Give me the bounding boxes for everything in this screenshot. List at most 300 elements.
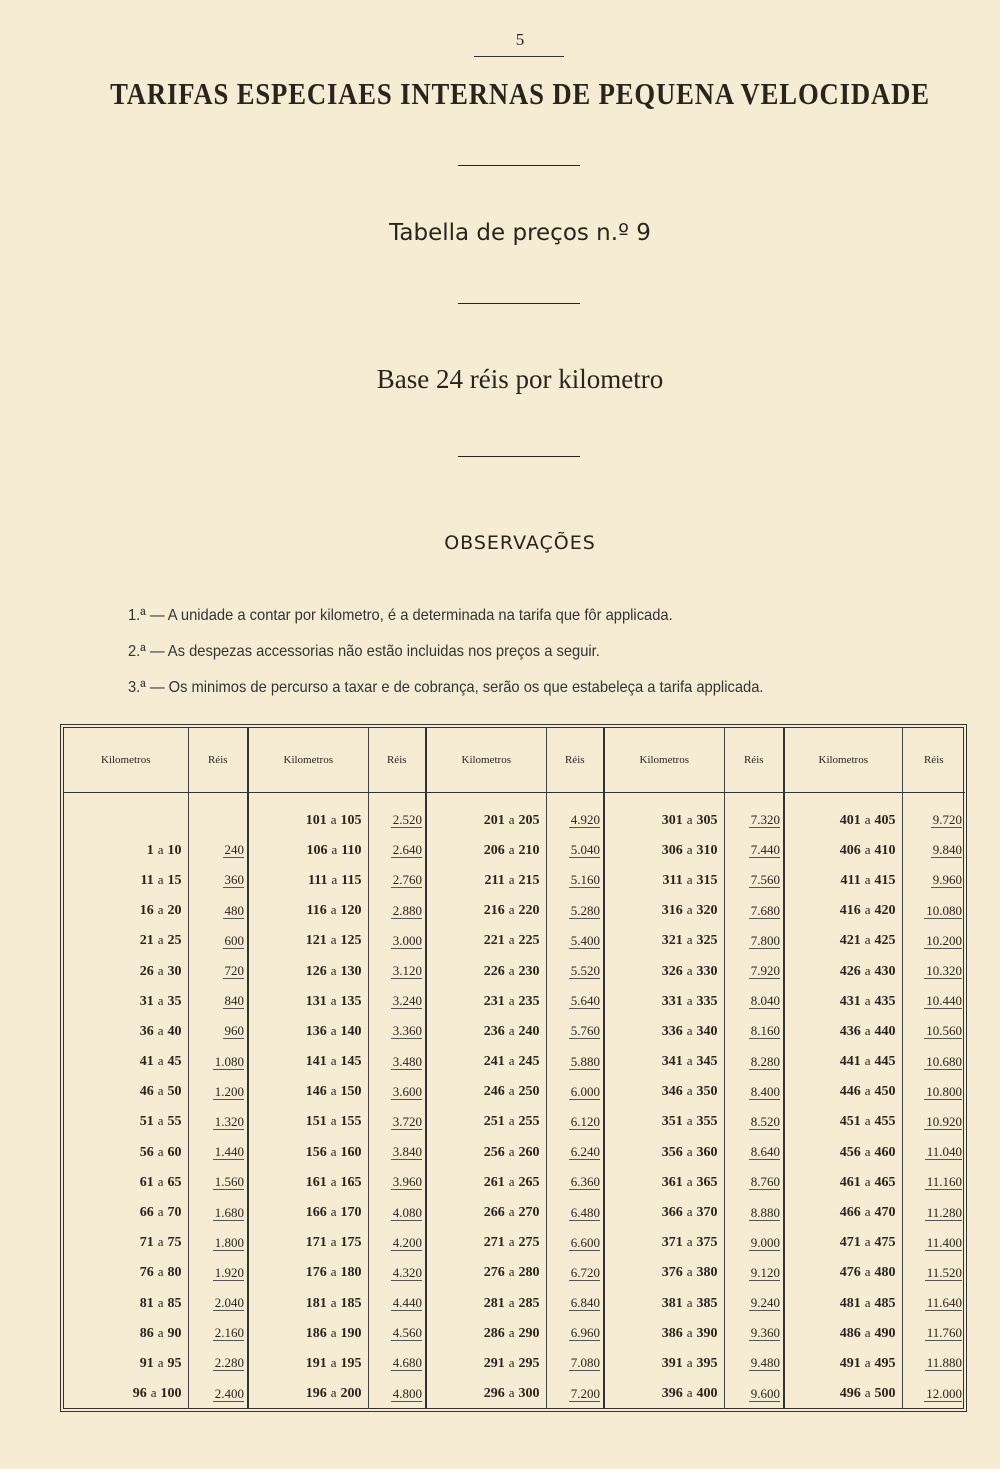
km-to: 445 — [874, 1054, 896, 1070]
km-to: 235 — [518, 993, 540, 1009]
km-to: 45 — [167, 1054, 182, 1070]
km-separator: a — [864, 811, 871, 827]
km-separator: a — [508, 1143, 515, 1159]
column-header-reis: Réis — [724, 728, 784, 793]
km-separator: a — [157, 1204, 164, 1220]
km-range-cell — [248, 805, 368, 835]
km-to: 360 — [696, 1144, 718, 1160]
km-range-cell — [784, 1016, 902, 1046]
km-separator: a — [686, 841, 693, 857]
km-range-cell — [604, 1047, 724, 1077]
km-range-cell — [248, 1318, 368, 1348]
km-from: 26 — [139, 963, 154, 979]
km-separator: a — [157, 1264, 164, 1280]
table-row — [64, 1016, 965, 1046]
km-to: 270 — [518, 1205, 540, 1221]
km-separator: a — [686, 871, 693, 887]
price-value: 8.880 — [750, 1204, 780, 1220]
price-value: 3.120 — [392, 963, 422, 979]
reis-cell — [902, 1137, 965, 1167]
km-from: 126 — [305, 963, 327, 979]
km-range-cell — [64, 1228, 188, 1258]
km-from: 316 — [661, 903, 683, 919]
table-row — [64, 1379, 965, 1409]
km-separator: a — [330, 811, 337, 827]
km-separator: a — [864, 1234, 871, 1250]
km-to: 295 — [518, 1355, 540, 1371]
km-from: 446 — [839, 1084, 861, 1100]
price-value: 7.440 — [750, 842, 780, 858]
reis-cell — [188, 1258, 248, 1288]
km-from: 111 — [308, 872, 328, 888]
price-value: 9.120 — [750, 1264, 780, 1280]
km-from: 266 — [483, 1205, 505, 1221]
km-range-cell — [426, 805, 546, 835]
km-separator: a — [157, 1294, 164, 1310]
km-from: 186 — [305, 1325, 327, 1341]
km-separator: a — [330, 902, 337, 918]
price-value: 3.960 — [392, 1174, 422, 1190]
km-to: 130 — [340, 963, 362, 979]
km-from: 386 — [661, 1325, 683, 1341]
reis-cell — [724, 1258, 784, 1288]
km-from: 471 — [839, 1235, 861, 1251]
price-value: 9.480 — [750, 1355, 780, 1371]
km-separator: a — [508, 1173, 515, 1189]
km-range-cell — [426, 1348, 546, 1378]
km-from: 436 — [839, 1023, 861, 1039]
km-from: 181 — [305, 1295, 327, 1311]
km-range-cell — [784, 1318, 902, 1348]
km-separator: a — [864, 1204, 871, 1220]
km-separator: a — [330, 962, 337, 978]
reis-cell — [902, 926, 965, 956]
reis-cell — [188, 896, 248, 926]
km-to: 460 — [874, 1144, 896, 1160]
km-from: 41 — [139, 1054, 154, 1070]
reis-cell — [546, 1318, 604, 1348]
table-row — [64, 1318, 965, 1348]
tariff-table-frame — [60, 724, 967, 1412]
reis-cell — [902, 1288, 965, 1318]
km-separator: a — [686, 1083, 693, 1099]
km-range-cell — [248, 1228, 368, 1258]
column-header-kilometros: Kilometros — [426, 728, 546, 793]
price-value: 5.760 — [570, 1023, 600, 1039]
km-separator: a — [508, 1204, 515, 1220]
km-to: 205 — [518, 812, 540, 828]
price-value: 6.600 — [570, 1234, 600, 1250]
price-value: 7.560 — [750, 872, 780, 888]
km-separator: a — [508, 992, 515, 1008]
km-from: 221 — [483, 933, 505, 949]
km-separator: a — [686, 1053, 693, 1069]
reis-cell — [546, 896, 604, 926]
km-range-cell — [604, 926, 724, 956]
km-separator: a — [157, 1143, 164, 1159]
km-separator: a — [686, 1264, 693, 1280]
km-range-cell — [426, 1288, 546, 1318]
km-range-cell — [64, 1016, 188, 1046]
km-from: 101 — [305, 812, 327, 828]
km-from: 326 — [661, 963, 683, 979]
reis-cell — [724, 1228, 784, 1258]
price-value: 2.880 — [392, 902, 422, 918]
column-header-kilometros: Kilometros — [604, 728, 724, 793]
km-range-cell — [64, 1258, 188, 1288]
km-separator: a — [508, 1053, 515, 1069]
table-row — [64, 1107, 965, 1137]
km-to: 415 — [874, 872, 896, 888]
reis-cell — [188, 865, 248, 895]
price-value: 720 — [224, 963, 244, 979]
km-range-cell — [248, 956, 368, 986]
km-separator: a — [330, 1294, 337, 1310]
price-value: 9.600 — [750, 1385, 780, 1401]
km-to: 145 — [340, 1054, 362, 1070]
price-value: 10.320 — [926, 963, 962, 979]
km-separator: a — [508, 1385, 515, 1401]
price-value: 360 — [224, 872, 244, 888]
price-value: 10.920 — [926, 1113, 962, 1129]
price-value: 7.800 — [750, 932, 780, 948]
reis-cell — [902, 1379, 965, 1409]
table-row — [64, 1077, 965, 1107]
km-range-cell — [426, 1318, 546, 1348]
price-value: 5.880 — [570, 1053, 600, 1069]
reis-cell — [724, 835, 784, 865]
km-separator: a — [864, 1354, 871, 1370]
km-separator: a — [330, 1204, 337, 1220]
km-from: 146 — [305, 1084, 327, 1100]
km-from: 276 — [483, 1265, 505, 1281]
km-from: 176 — [305, 1265, 327, 1281]
reis-cell — [368, 986, 426, 1016]
price-value: 6.240 — [570, 1144, 600, 1160]
reis-cell — [188, 1288, 248, 1318]
km-range-cell — [784, 956, 902, 986]
km-from: 56 — [139, 1144, 154, 1160]
reis-cell — [546, 1137, 604, 1167]
km-from: 311 — [662, 872, 683, 888]
km-from: 171 — [305, 1235, 327, 1251]
reis-cell — [902, 1318, 965, 1348]
km-from: 271 — [483, 1235, 505, 1251]
km-to: 250 — [518, 1084, 540, 1100]
km-separator: a — [157, 1354, 164, 1370]
price-value: 10.680 — [926, 1053, 962, 1069]
km-from: 36 — [139, 1023, 154, 1039]
table-row — [64, 956, 965, 986]
km-from: 256 — [483, 1144, 505, 1160]
km-separator: a — [864, 1385, 871, 1401]
reis-cell — [546, 1379, 604, 1409]
km-to: 440 — [874, 1023, 896, 1039]
km-range-cell — [784, 1167, 902, 1197]
table-header-row — [64, 728, 965, 793]
km-range-cell — [248, 1379, 368, 1409]
price-value: 7.200 — [570, 1385, 600, 1401]
km-to: 280 — [518, 1265, 540, 1281]
km-to: 370 — [696, 1205, 718, 1221]
km-separator: a — [330, 932, 337, 948]
reis-cell — [902, 835, 965, 865]
km-separator: a — [864, 1294, 871, 1310]
km-range-cell — [604, 1197, 724, 1227]
km-range-cell — [784, 1348, 902, 1378]
km-separator: a — [331, 871, 338, 887]
price-value: 480 — [224, 902, 244, 918]
km-range-cell — [64, 926, 188, 956]
reis-cell — [546, 1167, 604, 1197]
reis-cell — [546, 926, 604, 956]
km-to: 350 — [696, 1084, 718, 1100]
km-to: 185 — [340, 1295, 362, 1311]
km-separator: a — [330, 992, 337, 1008]
km-range-cell — [604, 986, 724, 1016]
km-to: 15 — [167, 872, 182, 888]
km-range-cell — [248, 1288, 368, 1318]
km-range-cell — [248, 1167, 368, 1197]
price-value: 4.320 — [392, 1264, 422, 1280]
price-value: 10.200 — [926, 932, 962, 948]
km-range-cell — [426, 926, 546, 956]
km-from: 236 — [483, 1023, 505, 1039]
reis-cell — [188, 835, 248, 865]
km-to: 375 — [696, 1235, 718, 1251]
km-range-cell — [426, 1077, 546, 1107]
reis-cell — [724, 865, 784, 895]
km-range-cell — [426, 1167, 546, 1197]
price-value: 2.160 — [214, 1325, 244, 1341]
km-range-cell — [784, 1047, 902, 1077]
km-separator: a — [864, 841, 871, 857]
price-value: 10.800 — [926, 1083, 962, 1099]
km-from: 481 — [839, 1295, 861, 1311]
price-value: 4.920 — [570, 812, 600, 828]
km-separator: a — [864, 1143, 871, 1159]
km-range-cell — [784, 1077, 902, 1107]
reis-cell — [546, 1107, 604, 1137]
price-value: 9.960 — [932, 872, 962, 888]
km-to: 175 — [340, 1235, 362, 1251]
km-separator: a — [686, 932, 693, 948]
km-from: 21 — [139, 933, 154, 949]
km-from: 371 — [661, 1235, 683, 1251]
km-separator: a — [508, 1294, 515, 1310]
km-to: 95 — [167, 1355, 182, 1371]
km-separator: a — [686, 1324, 693, 1340]
observations-heading: OBSERVAÇÕES — [444, 532, 596, 554]
km-to: 170 — [340, 1205, 362, 1221]
table-row — [64, 835, 965, 865]
km-range-cell — [604, 1167, 724, 1197]
km-to: 35 — [167, 993, 182, 1009]
table-row — [64, 896, 965, 926]
km-to: 105 — [340, 812, 362, 828]
km-to: 10 — [167, 842, 182, 858]
km-from: 196 — [305, 1386, 327, 1402]
km-separator: a — [330, 1173, 337, 1189]
reis-cell — [902, 896, 965, 926]
price-value: 7.320 — [750, 812, 780, 828]
km-to: 340 — [696, 1023, 718, 1039]
price-value: 1.440 — [214, 1144, 244, 1160]
km-to: 475 — [874, 1235, 896, 1251]
reis-cell — [368, 805, 426, 835]
km-range-cell — [426, 865, 546, 895]
km-from: 106 — [306, 842, 328, 858]
km-range-cell — [604, 896, 724, 926]
price-value: 3.840 — [392, 1144, 422, 1160]
km-to: 380 — [696, 1265, 718, 1281]
km-from: 191 — [305, 1355, 327, 1371]
price-value: 9.720 — [932, 812, 962, 828]
km-to: 140 — [340, 1023, 362, 1039]
km-from: 51 — [139, 1114, 154, 1130]
km-from: 156 — [305, 1144, 327, 1160]
km-from: 201 — [483, 812, 505, 828]
km-from: 381 — [661, 1295, 683, 1311]
price-value: 1.080 — [214, 1053, 244, 1069]
km-to: 420 — [874, 903, 896, 919]
divider-rule — [458, 456, 580, 457]
price-value: 7.680 — [750, 902, 780, 918]
price-value: 11.880 — [926, 1355, 962, 1371]
reis-cell — [546, 1047, 604, 1077]
km-from: 116 — [306, 903, 327, 919]
km-from: 321 — [661, 933, 683, 949]
reis-cell — [902, 865, 965, 895]
price-value: 11.520 — [926, 1264, 962, 1280]
km-to: 500 — [874, 1386, 896, 1402]
km-range-cell — [784, 1228, 902, 1258]
km-range-cell — [784, 1197, 902, 1227]
km-from: 331 — [661, 993, 683, 1009]
price-value: 8.400 — [750, 1083, 780, 1099]
price-value: 3.720 — [392, 1113, 422, 1129]
km-to: 230 — [518, 963, 540, 979]
km-range-cell — [248, 926, 368, 956]
km-from: 376 — [661, 1265, 683, 1281]
km-to: 300 — [518, 1386, 540, 1402]
km-separator: a — [330, 1053, 337, 1069]
km-to: 90 — [167, 1325, 182, 1341]
km-range-cell — [248, 1016, 368, 1046]
km-to: 200 — [340, 1386, 362, 1402]
reis-cell — [546, 1016, 604, 1046]
km-separator: a — [864, 1173, 871, 1189]
km-range-cell — [604, 1228, 724, 1258]
km-separator: a — [157, 871, 164, 887]
km-from: 76 — [139, 1265, 154, 1281]
km-separator: a — [330, 1022, 337, 1038]
price-value: 8.280 — [750, 1053, 780, 1069]
km-separator: a — [330, 1113, 337, 1129]
reis-cell — [724, 1318, 784, 1348]
km-to: 385 — [696, 1295, 718, 1311]
km-separator: a — [686, 1022, 693, 1038]
price-value: 6.000 — [570, 1083, 600, 1099]
km-to: 30 — [167, 963, 182, 979]
price-value: 240 — [224, 842, 244, 858]
page-number-rule — [474, 56, 564, 57]
price-value: 2.640 — [392, 842, 422, 858]
price-value: 8.640 — [750, 1144, 780, 1160]
km-from: 66 — [139, 1205, 154, 1221]
reis-cell — [368, 1348, 426, 1378]
reis-cell — [902, 1077, 965, 1107]
km-to: 50 — [167, 1084, 182, 1100]
price-value: 11.400 — [926, 1234, 962, 1250]
km-to: 165 — [340, 1174, 362, 1190]
km-range-cell — [248, 865, 368, 895]
km-to: 485 — [874, 1295, 896, 1311]
km-from: 86 — [139, 1325, 154, 1341]
km-separator: a — [864, 1324, 871, 1340]
km-range-cell — [248, 1077, 368, 1107]
price-value: 11.640 — [926, 1295, 962, 1311]
km-separator: a — [330, 1324, 337, 1340]
km-separator: a — [330, 1354, 337, 1370]
table-row — [64, 805, 965, 835]
km-to: 25 — [167, 933, 182, 949]
column-header-kilometros: Kilometros — [248, 728, 368, 793]
km-from: 486 — [839, 1325, 861, 1341]
table-row — [64, 926, 965, 956]
km-to: 60 — [167, 1144, 182, 1160]
observation-item: 2.ª — As despezas accessorias não estão incluidas nos preços a seguir. — [128, 643, 600, 660]
km-range-cell — [784, 805, 902, 835]
km-separator: a — [157, 902, 164, 918]
km-to: 150 — [340, 1084, 362, 1100]
reis-cell — [368, 926, 426, 956]
reis-cell — [188, 1228, 248, 1258]
km-range-cell — [64, 1047, 188, 1077]
km-range-cell — [64, 805, 188, 835]
km-separator: a — [508, 1022, 515, 1038]
km-from: 301 — [661, 812, 683, 828]
reis-cell — [724, 1167, 784, 1197]
reis-cell — [902, 1167, 965, 1197]
reis-cell — [368, 1107, 426, 1137]
reis-cell — [368, 1228, 426, 1258]
km-separator: a — [157, 1173, 164, 1189]
km-to: 195 — [340, 1355, 362, 1371]
km-separator: a — [864, 1264, 871, 1280]
km-from: 151 — [305, 1114, 327, 1130]
price-value: 8.160 — [750, 1023, 780, 1039]
price-value: 960 — [224, 1023, 244, 1039]
km-to: 245 — [518, 1054, 540, 1070]
reis-cell — [368, 896, 426, 926]
km-from: 351 — [661, 1114, 683, 1130]
km-to: 275 — [518, 1235, 540, 1251]
km-range-cell — [64, 865, 188, 895]
km-range-cell — [604, 835, 724, 865]
km-from: 341 — [661, 1054, 683, 1070]
km-separator: a — [508, 1083, 515, 1099]
km-to: 465 — [874, 1174, 896, 1190]
km-to: 65 — [167, 1174, 182, 1190]
price-value: 5.280 — [570, 902, 600, 918]
km-range-cell — [248, 835, 368, 865]
table-row — [64, 1258, 965, 1288]
km-separator: a — [864, 902, 871, 918]
price-value: 4.080 — [392, 1204, 422, 1220]
table-row — [64, 986, 965, 1016]
km-to: 210 — [518, 842, 540, 858]
